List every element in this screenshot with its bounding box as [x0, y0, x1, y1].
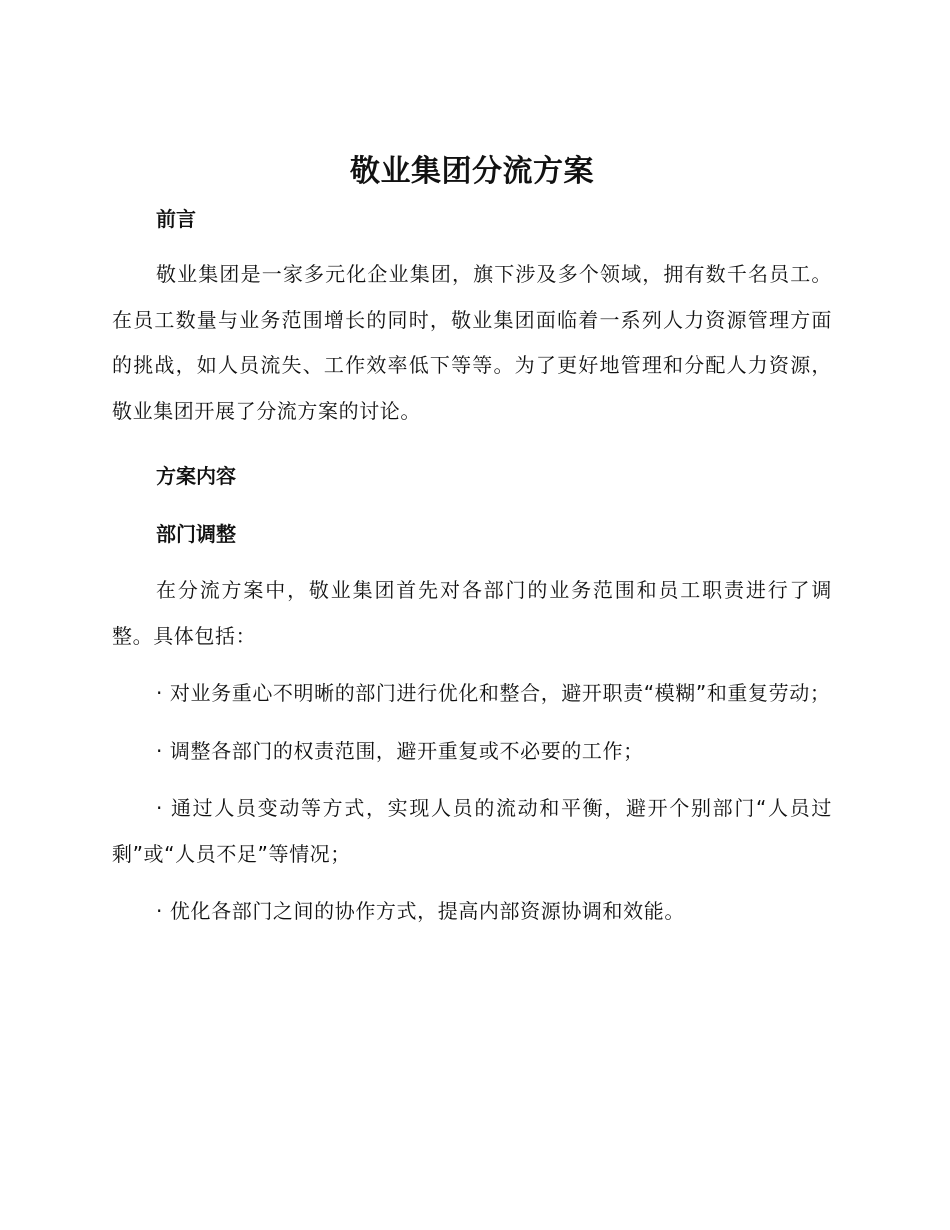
list-item: · 调整各部门的权责范围，避开重复或不必要的工作； [156, 738, 644, 763]
section-heading-intro: 前言 [156, 207, 196, 231]
dept-paragraph: 在分流方案中，敬业集团首先对各部门的业务范围和员工职责进行了调整。具体包括： [112, 578, 832, 648]
document-page [112, 148, 832, 935]
list-item: · 对业务重心不明晰的部门进行优化和整合，避开职责“模糊”和重复劳动； [156, 681, 831, 705]
intro-paragraph: 敬业集团是一家多元化企业集团，旗下涉及多个领域，拥有数千名员工。在员工数量与业务范围增长的同时，敬业集团面临着一系列人力资源管理方面的挑战，如人员流失、工作效率低下等等。为了更好地管理和分配人力资源，敬业集团开展了分流方案的讨论。 [112, 262, 832, 423]
document-title: 敬业集团分流方案 [350, 154, 594, 189]
list-item: · 通过人员变动等方式，实现人员的流动和平衡，避开个别部门“人员过剩”或“人员不足”等情况； [112, 796, 832, 866]
section-heading-content: 方案内容 [156, 464, 236, 488]
bullet-list [112, 671, 832, 935]
subsection-heading-dept: 部门调整 [156, 522, 236, 546]
list-item: · 优化各部门之间的协作方式，提高内部资源协调和效能。 [156, 899, 685, 923]
